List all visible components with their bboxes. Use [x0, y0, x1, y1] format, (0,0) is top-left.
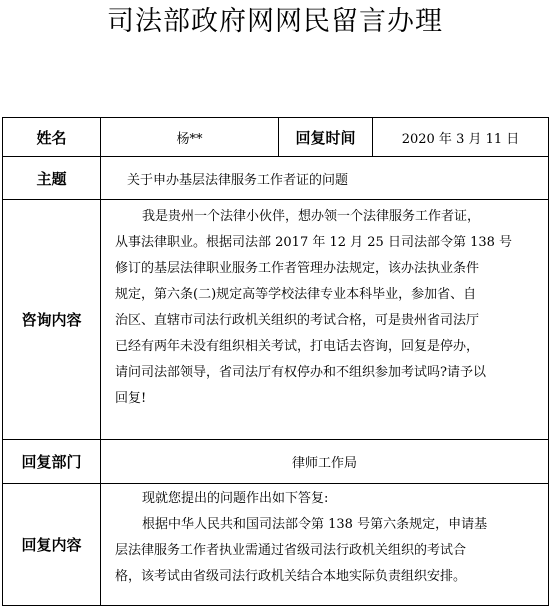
reply-line: 格，该考试由省级司法行政机关结合本地实际负责组织安排。 — [115, 569, 467, 584]
subject-label: 主题 — [3, 157, 101, 200]
reply-line: 现就您提出的问题作出如下答复: — [142, 491, 329, 506]
reply-time-value: 2020 年 3 月 11 日 — [373, 118, 549, 157]
inquiry-line: 从事法律职业。根据司法部 2017 年 12 月 25 日司法部令第 138 号 — [115, 235, 513, 250]
message-table — [2, 117, 549, 606]
inquiry-label: 咨询内容 — [3, 200, 101, 440]
reply-label: 回复内容 — [3, 484, 101, 606]
inquiry-line: 治区、直辖市司法行政机关组织的考试合格，可是贵州省司法厅 — [115, 313, 480, 328]
inquiry-line: 我是贵州一个法律小伙伴，想办领一个法律服务工作者证， — [142, 209, 481, 224]
row-subject — [3, 157, 549, 200]
reply-content — [101, 484, 549, 606]
reply-line: 层法律服务工作者执业需通过省级司法行政机关组织的考试合 — [115, 543, 467, 558]
reply-time-label: 回复时间 — [279, 118, 373, 157]
dept-label: 回复部门 — [3, 440, 101, 484]
name-value: 杨** — [101, 118, 279, 157]
inquiry-line: 修订的基层法律职业服务工作者管理办法规定，该办法执业条件 — [115, 261, 480, 276]
row-reply — [3, 484, 549, 606]
row-name-time — [3, 118, 549, 157]
name-label: 姓名 — [3, 118, 101, 157]
inquiry-line: 规定，第六条(二)规定高等学校法律专业本科毕业，参加省、自 — [115, 287, 477, 302]
inquiry-line: 请问司法部领导，省司法厅有权停办和不组织参加考试吗?请予以 — [115, 365, 486, 380]
inquiry-line: 已经有两年未没有组织相关考试，打电话去咨询，回复是停办， — [115, 339, 480, 354]
subject-value: 关于申办基层法律服务工作者证的问题 — [101, 157, 549, 200]
reply-line: 根据中华人民共和国司法部令第 138 号第六条规定，申请基 — [142, 517, 488, 532]
dept-value: 律师工作局 — [101, 440, 549, 484]
page-title: 司法部政府网网民留言办理 — [107, 6, 443, 37]
inquiry-line: 回复! — [115, 391, 147, 406]
row-inquiry — [3, 200, 549, 440]
row-dept — [3, 440, 549, 484]
inquiry-content — [101, 200, 549, 440]
